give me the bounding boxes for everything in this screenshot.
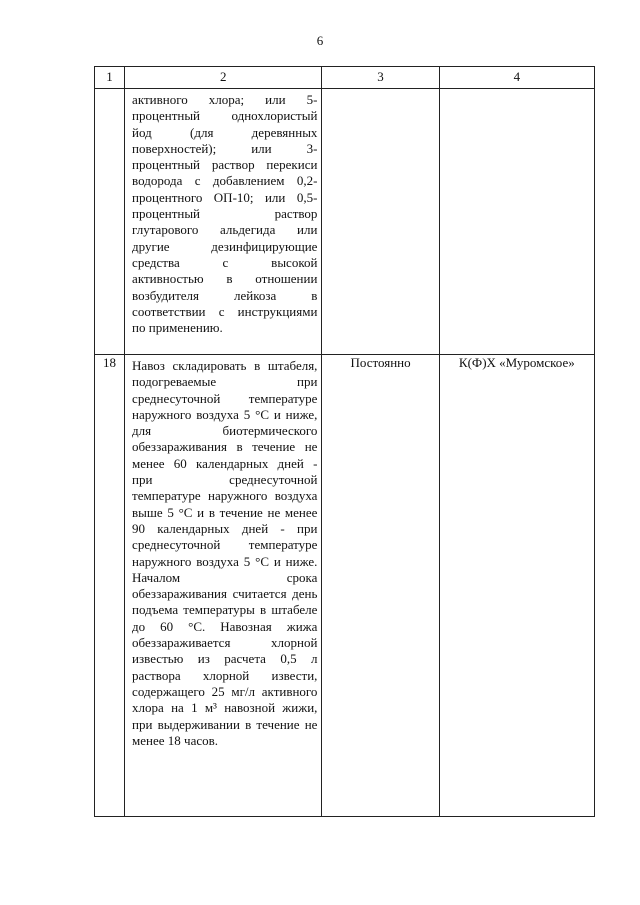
text-line: раствора хлорной извести, — [132, 667, 318, 683]
header-col-2: 2 — [125, 67, 322, 89]
table-header-row — [95, 67, 595, 89]
text-line: Началом срока — [132, 569, 318, 585]
text-line: глутарового альдегида или — [132, 222, 318, 238]
text-line: Навоз складировать в штабеля, — [132, 358, 318, 373]
text-line: обеззараживания считается день — [132, 586, 318, 602]
text-line: процентный раствор — [132, 206, 318, 222]
text-line: обеззараживания в течение не — [132, 439, 318, 455]
text-line: менее 60 календарных дней - — [132, 455, 318, 471]
page-number: 6 — [316, 33, 324, 48]
text-line: среднесуточной температуре — [132, 390, 318, 406]
text-line: известью из расчета 0,5 л — [132, 651, 318, 667]
text-line: содержащего 25 мг/л активного — [132, 683, 318, 699]
measure-text — [125, 89, 321, 336]
row-number-cell — [95, 89, 125, 355]
term-cell — [322, 89, 439, 355]
row-number-cell: 18 — [95, 355, 125, 817]
text-line: водорода с добавлением 0,2- — [132, 173, 318, 189]
text-line: хлора на 1 м³ навозной жижи, — [132, 700, 318, 716]
header-col-1: 1 — [95, 67, 125, 89]
text-line: 90 календарных дней - при — [132, 520, 318, 536]
table-row-continuation — [95, 89, 595, 355]
text-line: другие дезинфицирующие — [132, 238, 318, 254]
text-line: по применению. — [132, 320, 223, 336]
responsible-cell: К(Ф)Х «Муромское» — [439, 355, 594, 817]
text-line: соответствии с инструкциями — [132, 303, 318, 319]
text-line: среднесуточной температуре — [132, 537, 318, 553]
text-line: подогреваемые при — [132, 374, 318, 390]
text-line: обеззараживается хлорной — [132, 635, 318, 651]
table-row-18 — [95, 355, 595, 817]
measure-text-cell — [125, 355, 322, 817]
text-line: для биотермического — [132, 423, 318, 439]
measure-text — [125, 355, 321, 749]
text-line: активного хлора; или 5- — [132, 92, 318, 107]
measures-table — [94, 66, 595, 817]
text-line: активностью в отношении — [132, 271, 318, 287]
text-line: йод (для деревянных — [132, 124, 318, 140]
text-line: при среднесуточной — [132, 472, 318, 488]
text-line: менее 18 часов. — [132, 732, 219, 748]
text-line: до 60 °С. Навозная жижа — [132, 618, 318, 634]
measure-text-cell — [125, 89, 322, 355]
term-cell: Постоянно — [322, 355, 439, 817]
text-line: подъема температуры в штабеле — [132, 602, 318, 618]
text-line: процентный однохлористый — [132, 108, 318, 124]
header-col-3: 3 — [322, 67, 439, 89]
text-line: наружного воздуха 5 °С и ниже, — [132, 406, 318, 422]
text-line: при выдерживании в течение не — [132, 716, 318, 732]
text-line: наружного воздуха 5 °С и ниже. — [132, 553, 318, 569]
text-line: выше 5 °С и в течение не менее — [132, 504, 318, 520]
text-line: температуре наружного воздуха — [132, 488, 318, 504]
header-col-4: 4 — [439, 67, 594, 89]
text-line: возбудителя лейкоза в — [132, 287, 318, 303]
text-line: поверхностей); или 3- — [132, 140, 318, 156]
text-line: средства с высокой — [132, 254, 318, 270]
responsible-cell — [439, 89, 594, 355]
text-line: процентный раствор перекиси — [132, 157, 318, 173]
text-line: процентного ОП-10; или 0,5- — [132, 189, 318, 205]
